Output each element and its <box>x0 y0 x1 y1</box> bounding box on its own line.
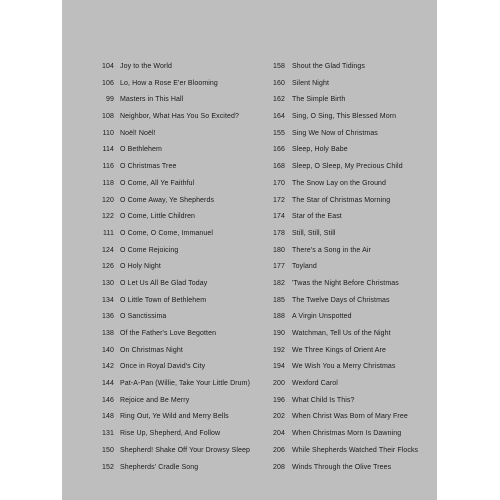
song-title: On Christmas Night <box>120 346 183 354</box>
page-number: 196 <box>273 396 285 404</box>
song-title: Toyland <box>292 263 317 271</box>
song-title: O Christmas Tree <box>120 163 177 171</box>
contents-entry <box>252 193 437 210</box>
page-number: 160 <box>273 79 285 87</box>
song-title: Rise Up, Shepherd, And Follow <box>120 430 221 438</box>
contents-entry <box>62 243 250 260</box>
song-title: Shepherd! Shake Off Your Drowsy Sleep <box>120 446 251 454</box>
page-number: 190 <box>273 330 285 337</box>
song-title: O Come, Little Children <box>120 213 196 221</box>
song-title: Sing, O Sing, This Blessed Morn <box>292 113 397 121</box>
contents-entry <box>252 59 437 76</box>
song-title: O Come Rejoicing <box>120 246 179 254</box>
page-number: 144 <box>102 380 114 388</box>
contents-entry <box>252 409 437 426</box>
page-number: 122 <box>102 213 114 221</box>
song-title: Neighbor, What Has You So Excited? <box>120 113 239 121</box>
page-number: 114 <box>102 146 114 154</box>
contents-entry <box>252 393 437 410</box>
page-number: 174 <box>273 213 285 221</box>
contents-entry <box>252 443 437 460</box>
page-number: 168 <box>273 163 285 171</box>
contents-entry <box>62 259 250 276</box>
contents-entry <box>252 109 437 126</box>
page-number: 172 <box>273 196 285 204</box>
song-title: Silent Night <box>292 79 329 87</box>
song-title: Ring Out, Ye Wild and Merry Bells <box>120 413 229 421</box>
page-number: 126 <box>102 263 114 271</box>
contents-entry <box>62 142 250 159</box>
contents-entry <box>62 376 250 393</box>
song-title: Once in Royal David's City <box>120 363 206 371</box>
page-number: 146 <box>102 396 114 404</box>
contents-entry <box>252 142 437 159</box>
song-title: The Snow Lay on the Ground <box>292 179 387 187</box>
page-number: 194 <box>273 363 285 371</box>
song-title: Winds Through the Olive Trees <box>292 463 392 471</box>
contents-entry <box>62 176 250 193</box>
song-title: The Simple Birth <box>292 96 346 104</box>
page-number: 104 <box>102 63 114 70</box>
page-number: 131 <box>102 430 114 438</box>
song-title: When Christ Was Born of Mary Free <box>292 413 408 421</box>
contents-entry <box>252 460 437 477</box>
page-number: 177 <box>273 263 285 271</box>
contents-entry <box>62 326 250 343</box>
song-title: While Shepherds Watched Their Flocks <box>292 446 419 454</box>
contents-entry <box>62 209 250 226</box>
page-number: 124 <box>102 246 114 254</box>
page-number: 164 <box>273 113 285 121</box>
song-title: O Sanctissima <box>120 313 167 321</box>
song-title: Lo, How a Rose E'er Blooming <box>120 79 218 87</box>
song-title: Rejoice and Be Merry <box>120 396 190 404</box>
song-title: Noël! Noël! <box>120 129 156 137</box>
contents-page <box>62 0 437 500</box>
page-number: 202 <box>273 413 285 421</box>
page-number: 178 <box>273 229 285 237</box>
contents-entry <box>62 193 250 210</box>
page-number: 152 <box>102 463 114 471</box>
song-title: 'Twas the Night Before Christmas <box>292 279 399 287</box>
page-number: 111 <box>103 229 114 237</box>
contents-entry <box>252 243 437 260</box>
song-title: We Wish You a Merry Christmas <box>292 363 396 371</box>
contents-entry <box>62 426 250 443</box>
contents-entry <box>252 126 437 143</box>
page-number: 192 <box>273 346 285 354</box>
page-number: 166 <box>273 146 285 154</box>
song-title: Star of the East <box>292 213 342 221</box>
song-title: We Three Kings of Orient Are <box>292 346 386 354</box>
song-title: Sing We Now of Christmas <box>292 129 378 137</box>
song-title: Joy to the World <box>120 63 173 70</box>
page-number: 138 <box>102 330 114 337</box>
contents-entry <box>62 309 250 326</box>
page-number: 150 <box>102 446 114 454</box>
contents-entry <box>252 159 437 176</box>
contents-entry <box>252 309 437 326</box>
page-number: 106 <box>102 79 114 87</box>
page-number: 162 <box>273 96 285 104</box>
song-title: Pat-A-Pan (Willie, Take Your Little Drum) <box>120 380 251 388</box>
page-number: 206 <box>273 446 285 454</box>
page-number: 110 <box>102 129 114 137</box>
song-title: O Come, O Come, Immanuel <box>120 229 214 237</box>
page-number: 158 <box>273 63 285 70</box>
song-title: Sleep, Holy Babe <box>292 146 348 154</box>
song-title: O Holy Night <box>120 263 161 271</box>
page-number: 120 <box>102 196 114 204</box>
page-number: 142 <box>102 363 114 371</box>
page-number: 155 <box>273 129 285 137</box>
contents-entry <box>252 176 437 193</box>
contents-entry <box>252 209 437 226</box>
song-title: Of the Father's Love Begotten <box>120 330 217 337</box>
contents-entry <box>62 443 250 460</box>
contents-entry <box>62 293 250 310</box>
contents-entry <box>62 409 250 426</box>
page-number: 204 <box>273 430 285 438</box>
page-number: 140 <box>102 346 114 354</box>
contents-entry <box>252 376 437 393</box>
song-title: O Let Us All Be Glad Today <box>120 279 208 287</box>
song-title: Masters in This Hall <box>120 96 184 104</box>
contents-entry <box>62 343 250 360</box>
contents-entry <box>62 460 250 477</box>
contents-entry <box>62 92 250 109</box>
song-title: O Come, All Ye Faithful <box>120 179 195 187</box>
contents-entry <box>62 276 250 293</box>
song-title: O Come Away, Ye Shepherds <box>120 196 215 204</box>
page-number: 130 <box>102 279 114 287</box>
song-title: Sleep, O Sleep, My Precious Child <box>292 163 403 171</box>
song-title: Wexford Carol <box>292 380 338 388</box>
page-number: 180 <box>273 246 285 254</box>
contents-entry <box>252 226 437 243</box>
page-number: 188 <box>273 313 285 321</box>
page-number: 200 <box>273 380 285 388</box>
song-title: There's a Song in the Air <box>292 246 371 254</box>
page-number: 185 <box>273 296 285 304</box>
song-title: Still, Still, Still <box>292 229 336 237</box>
contents-entry <box>252 259 437 276</box>
song-title: When Christmas Morn Is Dawning <box>292 430 402 438</box>
contents-entry <box>62 359 250 376</box>
contents-entry <box>62 76 250 93</box>
song-title: O Bethlehem <box>120 146 162 154</box>
contents-entry <box>252 76 437 93</box>
song-title: What Child Is This? <box>292 396 355 404</box>
page-number: 148 <box>102 413 114 421</box>
page-number: 182 <box>273 279 285 287</box>
song-title: The Star of Christmas Morning <box>292 196 391 204</box>
song-title: A Virgin Unspotted <box>292 313 352 321</box>
page-number: 170 <box>273 179 285 187</box>
contents-right-column <box>252 59 437 476</box>
page-number: 134 <box>102 296 114 304</box>
page-number: 118 <box>102 179 114 187</box>
contents-entry <box>252 326 437 343</box>
page-number: 208 <box>273 463 285 471</box>
contents-entry <box>62 126 250 143</box>
page-number: 99 <box>106 96 114 104</box>
song-title: The Twelve Days of Christmas <box>292 296 390 304</box>
song-title: Shout the Glad Tidings <box>292 63 366 70</box>
contents-entry <box>62 159 250 176</box>
contents-entry <box>252 293 437 310</box>
page-number: 116 <box>102 163 114 171</box>
song-title: Watchman, Tell Us of the Night <box>292 330 391 337</box>
contents-entry <box>62 59 250 76</box>
song-title: Shepherds' Cradle Song <box>120 463 199 471</box>
contents-entry <box>62 226 250 243</box>
contents-left-column <box>62 59 250 476</box>
contents-entry <box>252 276 437 293</box>
contents-entry <box>252 343 437 360</box>
page-number: 136 <box>102 313 114 321</box>
contents-entry <box>252 359 437 376</box>
contents-entry <box>252 426 437 443</box>
contents-entry <box>62 393 250 410</box>
page-number: 108 <box>102 113 114 121</box>
song-title: O Little Town of Bethlehem <box>120 296 207 304</box>
contents-entry <box>252 92 437 109</box>
contents-entry <box>62 109 250 126</box>
